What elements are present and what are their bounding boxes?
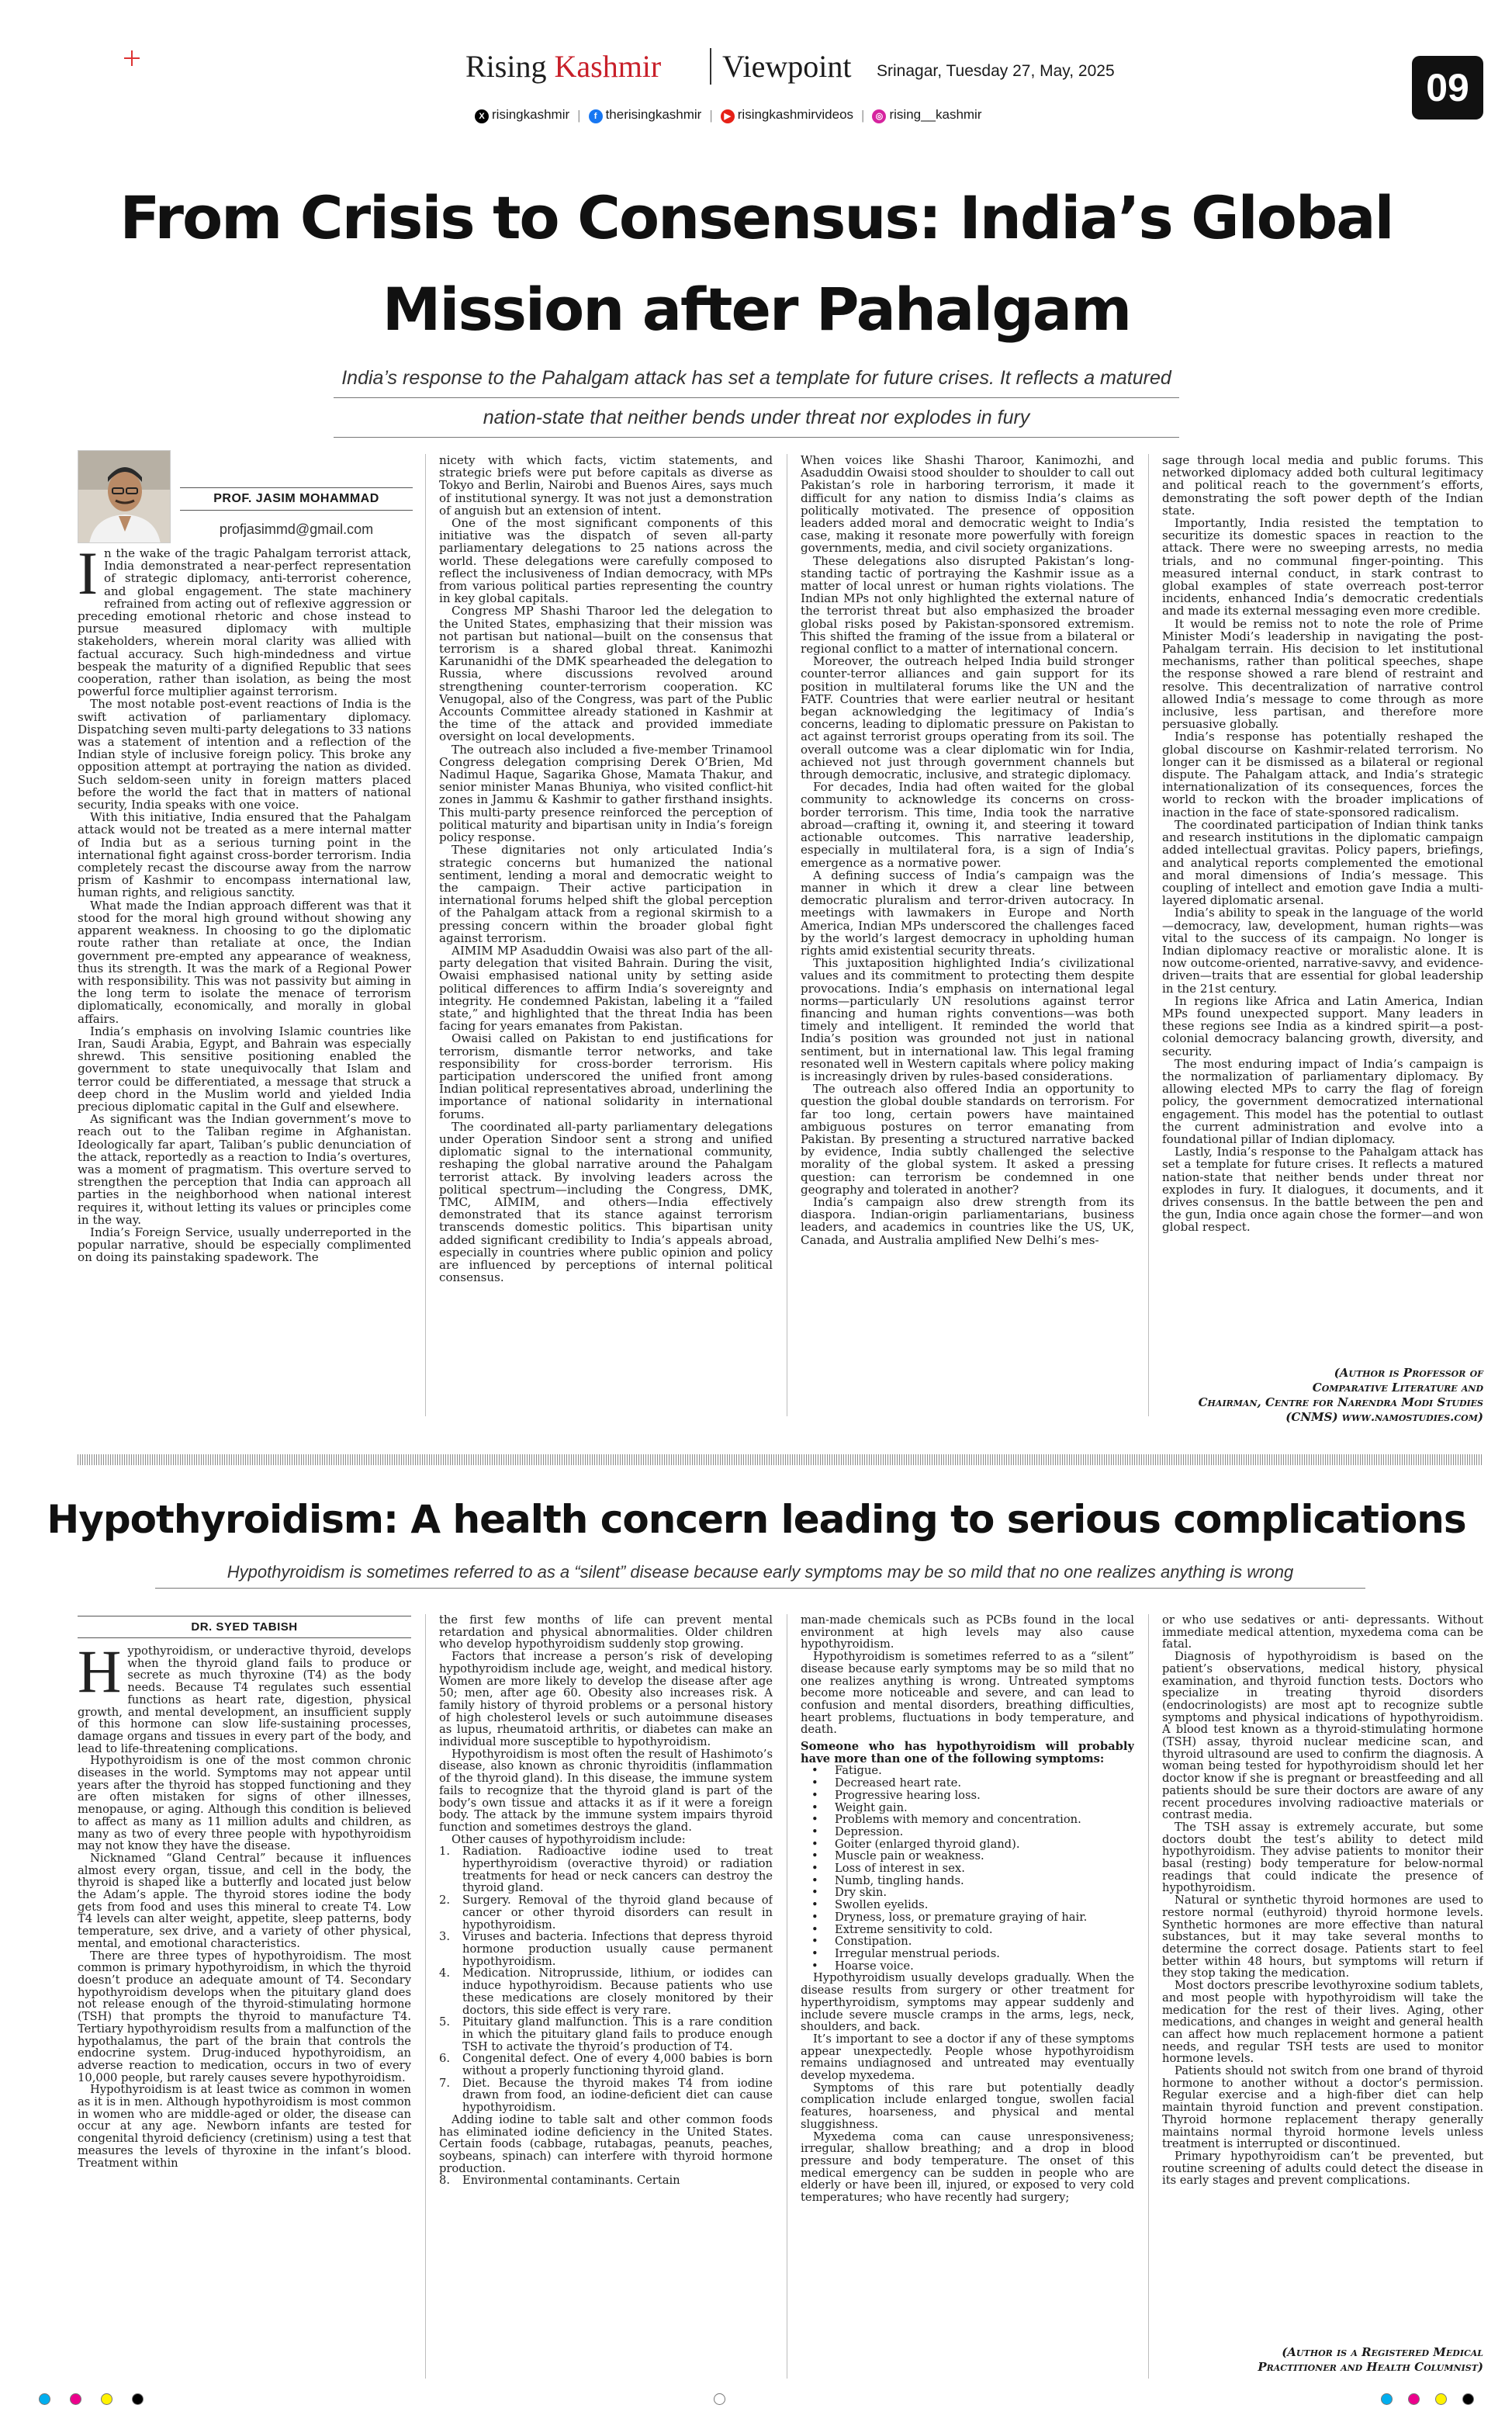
article2-column-3: [801, 1614, 1134, 2379]
dateline: Srinagar, Tuesday 27, May, 2025: [877, 62, 1115, 80]
article1-column-2: [439, 454, 773, 1415]
symptom-item: • Swollen eyelids.: [835, 1899, 1134, 1911]
subhead: Someone who has hypothyroidism will probably have more than one of the following symptoms:: [801, 1740, 1134, 1765]
color-swatch: [1435, 2393, 1447, 2405]
paragraph: Hypothyroidism usually develops gradually. When the disease results from surgery or other treatment for hyperthyroidism, symptoms may appear suddenly and include severe muscle cramps in the arms, legs, neck, shoulders, and back.: [801, 1971, 1134, 2034]
symptom-item: • Constipation.: [835, 1935, 1134, 1948]
paragraph: There are three types of hypothyroidism. The most common is primary hypothyroidism, in which the thyroid doesn’t produce an adequate amount of T4. Secondary hypothyroidism develops when the pituitary gland does not release enough of the thyroid-stimulating hormone (TSH) that prompts the thyroid to manufacture T4. Tertiary hypothyroidism results from a malfunction of the hypothalamus, the part of the brain that controls the endocrine system. Drug-induced hypothyroidism, an adverse reaction to medication, occurs in two of every 10,000 people, but rarely causes severe hypothyroidism.: [78, 1949, 411, 2084]
list-text: Radiation. Radioactive iodine used to treat hyperthyroidism (overactive thyroid) or radiation treatments for head or neck cancers can destroy the thyroid gland.: [462, 1845, 773, 1895]
youtube-icon: ▶: [721, 109, 735, 123]
paragraph: The coordinated participation of Indian think tanks and research institutions in the diplomatic campaign added intellectual gravitas. Policy papers, briefings, and analytical reports complemented the emotional and moral dimensions of India’s message. This coupling of intellect and emotion gave India a multi-layered diplomatic arsenal.: [1162, 817, 1483, 908]
article1-column-1: [78, 547, 411, 1415]
color-swatch: [101, 2393, 112, 2405]
column-rule: [425, 1614, 426, 2379]
symptom-item: • Hoarse voice.: [835, 1960, 1134, 1973]
paragraph: Nicknamed “Gland Central” because it influences almost every organ, tissue, and cell in the body, the thyroid is shaped like a butterfly and located just below the Adam’s apple. The thyroid stores iodine the body gets from food and uses this mineral to create T4. Low T4 levels can alter weight, appetite, sleep patterns, body temperature, sex drive, and a variety of other physical, mental, and emotional characteristics.: [78, 1851, 411, 1950]
paragraph: Other causes of hypothyroidism include:: [452, 1832, 686, 1846]
brand-kashmir: Kashmir: [554, 49, 662, 84]
masthead: [465, 48, 1389, 123]
paragraph: For decades, India had often waited for the global community to acknowledge its concerns on cross-border terrorism. This time, India took the narrative abroad—crafting it, owning it, and steering it toward actionable outcomes. This narrative leadership, especially in multilateral fora, is a sign of India’s emergence as a normative power.: [801, 780, 1134, 870]
color-swatch: [39, 2393, 50, 2405]
paragraph: Hypothyroidism is one of the most common chronic diseases in the world. Symptoms may not appear until years after the thyroid has stopped functioning and they are often mistaken for signs of other illnesses, menopause, or aging. Although this condition is believed to affect as many as 11 million adults and children, as many as two of every three people with hypothyroidism may not know they have the disease.: [78, 1754, 411, 1853]
article2-column-1: [78, 1645, 411, 2378]
paragraph: India’s ability to speak in the language of the world—democracy, law, development, human rights—was vital to the success of its campaign. No longer is Indian diplomacy reactive or moralistic alone. It is now outcome-oriented, narrative-savvy, and evidence-driven—traits that are essential for global leadership in the 21st century.: [1162, 906, 1483, 996]
list-number: 6.: [439, 2052, 451, 2066]
list-text: Congenital defect. One of every 4,000 babies is born without a properly functioning thyroid gland.: [462, 2052, 773, 2078]
paragraph: In regions like Africa and Latin America, Indian MPs found unexpected support. Many leaders in these regions see India as a kindred spirit—a post-colonial democracy balancing growth, diversity, and security.: [1162, 993, 1483, 1059]
list-number: 1.: [439, 1845, 451, 1859]
color-swatch: [1462, 2393, 1474, 2405]
article2-author-bio: [1164, 2345, 1483, 2375]
paragraph: It’s important to see a doctor if any of these symptoms appear unexpectedly. People whose hypothyroidism remains undiagnosed and untreated may eventually develop myxedema.: [801, 2032, 1134, 2083]
paragraph: Congress MP Shashi Tharoor led the delegation to the United States, emphasizing that their mission was not partisan but national—built on the consensus that terrorism is a shared global threat. Kanimozhi Karunanidhi of the DMK spearheaded the delegation to Russia, where discussions revolved around strengthening counter-terrorism cooperation. KC Venugopal, also of the Congress, was part of the Public Accounts Committee already stationed in Kashmir at the time of the attack and provided immediate oversight on local developments.: [439, 604, 773, 744]
paragraph: Importantly, India resisted the temptation to securitize its domestic spaces in reaction to the attack. There were no sweeping arrests, no media trials, and no communal finger-pointing. This measured internal conduct, in stark contrast to global examples of state overreach post-terror incidents, enhanced India’s democratic credentials and made its external messaging even more credible.: [1162, 516, 1483, 619]
paragraph: Primary hypothyroidism can’t be prevented, but routine screening of adults could detect the disease in its early stages and prevent complications.: [1162, 2149, 1483, 2188]
paragraph: Natural or synthetic thyroid hormones are used to restore normal (euthyroid) thyroid hormone levels. Synthetic hormones are more effective than natural substances, but it may take several months to determine the correct dosage. Patients start to feel better within 48 hours, but symptoms will return if they stop taking the medication.: [1162, 1894, 1483, 1980]
list-number: 5.: [439, 2015, 451, 2029]
symptom-item: • Dryness, loss, or premature graying of hair.: [835, 1911, 1134, 1924]
article2-headline: Hypothyroidism: A health concern leading to serious complications: [47, 1497, 1466, 1542]
paragraph: the first few months of life can prevent mental retardation and physical abnormalities. Older children who develop hypothyroidism suddenly stop growing.: [439, 1614, 773, 1651]
author-byline: DR. SYED TABISH: [78, 1616, 411, 1638]
list-number: 2.: [439, 1894, 451, 1908]
column-rule: [425, 454, 426, 1416]
social-facebook[interactable]: f therisingkashmir: [589, 107, 702, 123]
symptom-item: • Numb, tingling hands.: [835, 1875, 1134, 1887]
paragraph: or who use sedatives or anti- depressants. Without immediate medical attention, myxedema coma can be fatal.: [1162, 1614, 1483, 1651]
list-text: Viruses and bacteria. Infections that depress thyroid hormone production usually cause permanent hypothyroidism.: [462, 1930, 773, 1968]
article2-column-2: [439, 1614, 773, 2379]
bio-line: (Author is a Registered Medical: [1282, 2345, 1483, 2359]
x-icon: X: [475, 109, 489, 123]
symptom-item: • Loss of interest in sex.: [835, 1862, 1134, 1875]
page-number: 09: [1412, 56, 1483, 120]
paragraph: These delegations also disrupted Pakistan’s long-standing tactic of portraying the Kashmir issue as a matter of local unrest or human rights violations. The Indian MPs not only highlighted the external nature of the terrorist threat but also emphasized the broader global risks posed by Pakistan-sponsored extremism. This shifted the framing of the issue from a bilateral or regional conflict to a matter of international concern.: [801, 553, 1134, 657]
article1-standfirst: [334, 359, 1179, 438]
article2-column-4: [1137, 1614, 1483, 2340]
paragraph: Factors that increase a person’s risk of developing hypothyroidism include age, weight, and medical history. Women are more likely to develop the disease after age 50; men, after age 60. Obesity also increases risk. A family history of thyroid problems or a personal history of high cholesterol levels or such autoimmune diseases as lupus, rheumatoid arthritis, or diabetes can make an individual more susceptible to hypothyroidism.: [439, 1650, 773, 1749]
paragraph: The TSH assay is extremely accurate, but some doctors doubt the test’s ability to detect mild hypothyroidism. They advise patients to monitor their basal (resting) body temperature for below-normal readings that could indicate the presence of hypothyroidism.: [1162, 1820, 1483, 1895]
author-email[interactable]: profjasimmd@gmail.com: [219, 521, 374, 537]
paragraph: The most notable post-event reactions of India is the swift activation of parliamentary diplomacy. Dispatching seven multi-party delegations to 33 nations was a statement of intention and a reflection of the Indian style of inclusive foreign policy. This broke any opposition attempt at portraying the nation as divided. Such seldom-seen unity in foreign matters placed before the world the fact that in matters of national security, India speaks with one voice.: [78, 697, 411, 813]
bio-line: (Author is Professor of: [1334, 1366, 1483, 1380]
social-x[interactable]: X risingkashmir: [475, 107, 569, 123]
paragraph: Hypothyroidism is sometimes referred to as a “silent” disease because early symptoms may be so mild that no one realizes anything is wrong. Untreated symptoms become more noticeable and severe, and can lead to confusion and mental disorders, breathing difficulties, heart problems, fluctuations in body temperature, and death.: [801, 1650, 1134, 1737]
article1-column-4: [1137, 454, 1483, 1362]
separator: |: [709, 107, 713, 123]
list-text: Diet. Because the thyroid makes T4 from iodine drawn from food, an iodine-deficient diet can cause hypothyroidism.: [462, 2076, 773, 2115]
section-divider: [78, 1454, 1483, 1465]
paragraph: India’s campaign also drew strength from its diaspora. Indian-origin parliamentarians, business leaders, and academics in countries like the US, UK, Canada, and Australia amplified New Delhi’s mes-: [801, 1194, 1134, 1247]
color-swatch: [1408, 2393, 1420, 2405]
paragraph: These dignitaries not only articulated India’s strategic concerns but humanized the national sentiment, lending a moral and democratic weight to the campaign. Their active participation in international forums helped shift the global perception of the Pahalgam attack from a regional skirmish to a pressing concern within the broader global fight against terrorism.: [439, 843, 773, 945]
symptom-item: • Muscle pain or weakness.: [835, 1850, 1134, 1862]
avatar: [78, 451, 171, 543]
symptom-item: • Problems with memory and concentration.: [835, 1814, 1134, 1826]
paragraph: What made the Indian approach different was that it stood for the moral high ground without showing any apparent weakness. In choosing to go the diplomatic route rather than retaliate at once, the Indian government pre-empted any appearance of weakness, thus its strength. It was the mark of a Regional Power with responsibility. This was not passivity but aiming in the long term to isolate the menace of terrorism diplomatically, economically, and morally in global affairs.: [78, 898, 411, 1026]
paragraph: nicety with which facts, victim statements, and strategic briefs were put before capitals as diverse as Tokyo and Berlin, Nairobi and Buenos Aires, says much of institutional synergy. It was not just a demonstration of anguish but an extension of intent.: [439, 454, 773, 518]
paragraph: Lastly, India’s response to the Pahalgam attack has set a template for future crises. It reflects a matured nation-state that neither bends under threat nor explodes in fury. It dialogues, it documents, and it drives consensus. In the battle between the pen and the gun, India once again chose the former—and won global respect.: [1162, 1145, 1483, 1235]
paragraph: A defining success of India’s campaign was the manner in which it drew a clear line between democratic pluralism and terror-driven autocracy. In meetings with lawmakers in Europe and North America, Indian MPs underscored the challenges faced by the world’s largest democracy in upholding human rights amid existential security threats.: [801, 868, 1134, 958]
brand-logo: [465, 48, 661, 85]
list-number: 8.: [439, 2174, 451, 2188]
symptom-item: • Fatigue.: [835, 1765, 1134, 1777]
headline-line: Mission after Pahalgam: [382, 275, 1131, 344]
paragraph: Symptoms of this rare but potentially deadly complication include enlarged tongue, swollen facial features, hoarseness, and physical and mental sluggishness.: [801, 2081, 1134, 2131]
paragraph: India’s Foreign Service, usually underreported in the popular narrative, should be especially complimented on doing its painstaking spadework. The: [78, 1225, 411, 1265]
list-text: Environmental contaminants. Certain: [462, 2174, 680, 2188]
headline-line: From Crisis to Consensus: India’s Global: [119, 183, 1393, 252]
paragraph: The coordinated all-party parliamentary delegations under Operation Sindoor sent a strong and unified diplomatic signal to the international community, reshaping the global narrative around the Pahalgam terrorist attack. By involving leaders across the political spectrum—including the Congress, DMK, TMC, AIMIM, and others—India effectively demonstrated that its stance against terrorism transcends domestic politics. This bipartisan unity added significant credibility to India’s appeals abroad, especially in countries where public opinion and policy are influenced by perceptions of internal political consensus.: [439, 1119, 773, 1285]
color-swatch: [714, 2393, 725, 2405]
print-color-bar: [31, 2390, 1482, 2409]
paragraph: Moreover, the outreach helped India build stronger counter-terror alliances and gain support for its position in multilateral forums like the UN and the FATF. Countries that were earlier neutral or hesitant began acknowledging the legitimacy of India’s concerns, leading to diplomatic pressure on Pakistan to act against terrorist groups operating from its soil. The overall outcome was a clear diplomatic win for India, achieved not just through government channels but through democratic, inclusive, and strategic diplomacy.: [801, 654, 1134, 782]
paragraph: Myxedema coma can cause unresponsiveness; irregular, shallow breathing; and a drop in blood pressure and body temperature. The onset of this medical emergency can be sudden in people who are elderly or have been ill, injured, or exposed to very cold temperatures; who have recently had surgery;: [801, 2129, 1134, 2205]
paragraph: Owaisi called on Pakistan to end justifications for terrorism, dismantle terror networks, and take responsibility for cross-border terrorism. His participation underscored the unified front among Indian political representatives abroad, underlining the importance of national solidarity in international forums.: [439, 1031, 773, 1121]
paragraph: It would be remiss not to note the role of Prime Minister Modi’s leadership in navigating the post-Pahalgam terrain. His decision to let institutional mechanisms, rather than political speeches, shape the response showed a rare blend of restraint and resolve. This decentralization of narrative control allowed India’s message to come through as more inclusive, less partisan, and therefore more persuasive globally.: [1162, 616, 1483, 732]
paragraph: One of the most significant components of this initiative was the dispatch of seven all-party parliamentary delegations to 25 nations across the world. These delegations were carefully composed to reflect the inclusiveness of Indian democracy, with MPs from various political parties representing the country in key global capitals.: [439, 516, 773, 606]
list-item: [439, 2016, 773, 2053]
list-item: [439, 1894, 773, 1931]
list-item: [439, 2077, 773, 2114]
paragraph: The outreach also included a five-member Trinamool Congress delegation comprising Derek O’Brien, Md Nadimul Haque, Sagarika Ghose, Mamata Thakur, and senior minister Manas Bhuniya, who visited conflict-hit zones in Jammu & Kashmir to gather firsthand insights. This multi-party presence reinforced the perception of political maturity and bipartisan unity in India’s foreign policy response.: [439, 742, 773, 845]
list-number: 3.: [439, 1930, 451, 1944]
social-youtube[interactable]: ▶ risingkashmirvideos: [721, 107, 853, 123]
paragraph: India’s response has potentially reshaped the global discourse on Kashmir-related terrorism. No longer can it be dismissed as a bilateral or regional dispute. The Pahalgam attack, and India’s strategic internationalization of its consequences, forces the world to reckon with the broader implications of inaction in the face of state-sponsored radicalism.: [1162, 729, 1483, 819]
registration-mark: [124, 50, 140, 66]
paragraph: Patients should not switch from one brand of thyroid hormone to another without a doctor’s permission. Regular exercise and a high-fiber diet can help maintain thyroid function and prevent constipation. Thyroid hormone replacement therapy generally maintains normal thyroid hormone levels unless treatment is interrupted or discontinued.: [1162, 2064, 1483, 2151]
symptom-item: • Extreme sensitivity to cold.: [835, 1924, 1134, 1936]
paragraph: Most doctors prescribe levothyroxine sodium tablets, and most people with hypothyroidism will take the medication for the rest of their lives. Aging, other medications, and changes in weight and general health can affect how much replacement hormone a patient needs, and regular TSH tests are used to monitor hormone levels.: [1162, 1979, 1483, 2066]
symptom-item: • Dry skin.: [835, 1887, 1134, 1899]
paragraph: sage through local media and public forums. This networked diplomacy added both cultural legitimacy and political reach to the government’s efforts, demonstrating the soft power depth of the Indian state.: [1162, 454, 1483, 518]
list-item: [439, 1967, 773, 2016]
brand-rising: Rising: [465, 49, 547, 84]
bio-line: (CNMS) www.namostudies.com): [1285, 1410, 1483, 1424]
article2-standfirst: Hypothyroidism is sometimes referred to as a “silent” disease because early symptoms may be so mild that no one realizes anything is wrong: [155, 1557, 1365, 1589]
paragraph: India’s emphasis on involving Islamic countries like Iran, Saudi Arabia, Egypt, and Bahrain was especially shrewd. This sensitive positioning enabled the government to state unequivocally that Islam and terror could be differentiated, a message that struck a deep chord in the Muslim world and yielded India precious diplomatic capital in the Gulf and elsewhere.: [78, 1024, 411, 1114]
list-number: 4.: [439, 1966, 451, 1980]
dropcap: I: [78, 547, 98, 607]
bio-line: Practitioner and Health Columnist): [1258, 2360, 1483, 2374]
separator: |: [577, 107, 581, 123]
author-photo: [78, 450, 171, 543]
symptom-item: • Weight gain.: [835, 1802, 1134, 1814]
color-swatch: [70, 2393, 81, 2405]
color-swatch: [132, 2393, 144, 2405]
standfirst-line: India’s response to the Pahalgam attack has set a template for future crises. It reflects a matured: [334, 359, 1179, 398]
symptom-item: • Goiter (enlarged thyroid gland).: [835, 1838, 1134, 1851]
article1-author-bio: [1164, 1366, 1483, 1425]
article1-headline: [78, 172, 1435, 355]
paragraph: Hypothyroidism is most often the result of Hashimoto’s disease, also known as chronic thyroiditis (inflammation of the thyroid gland). In this disease, the immune system fails to recognize that the thyroid gland is part of the body’s own tissue and attacks it as if it were a foreign body. The attack by the immune system impairs thyroid function and sometimes destroys the gland.: [439, 1747, 773, 1834]
author-byline: PROF. JASIM MOHAMMAD: [180, 487, 413, 511]
separator: |: [861, 107, 865, 123]
list-item: [439, 1931, 773, 1967]
list-text: Surgery. Removal of the thyroid gland because of cancer or other thyroid disorders can result in hypothyroidism.: [462, 1894, 773, 1932]
paragraph: ypothyroidism, or underactive thyroid, develops when the thyroid gland fails to produce or secrete as much thyroxine (T4) as the body needs. Because T4 regulates such essential functions as heart rate, digestion, physical growth, and mental development, an insufficient supply of this hormone can slow life-sustaining processes, damage organs and tissues in every part of the body, and lead to life-threatening complications.: [78, 1645, 411, 1755]
symptom-item: • Irregular menstrual periods.: [835, 1948, 1134, 1960]
paragraph: Diagnosis of hypothyroidism is based on the patient’s observations, medical history, physical examination, and thyroid function tests. Doctors who specialize in treating thyroid disorders (endocrinologists) are most apt to recognize subtle symptoms and physical indications of hypothyroidism. A blood test known as a thyroid-stimulating hormone (TSH) assay, thyroid nuclear medicine scan, and thyroid ultrasound are used to confirm the diagnosis. A woman being tested for hypothyroidism should let her doctor know if she is pregnant or breastfeeding and all patients should be sure their doctors are aware of any recent procedures involving radioactive materials or contrast media.: [1162, 1650, 1483, 1822]
paragraph: With this initiative, India ensured that the Pahalgam attack would not be treated as a mere internal matter of India but as a serious turning point in the international fight against cross-border terrorism. India completely recast the discourse away from the narrow prism of Kashmir to encompass international law, human rights, and religious sanctity.: [78, 810, 411, 900]
article1-column-3: [801, 454, 1134, 1415]
bio-line: Comparative Literature and: [1312, 1381, 1483, 1395]
paragraph: man-made chemicals such as PCBs found in the local environment at high levels may also cause hypothyroidism.: [801, 1614, 1134, 1651]
paragraph: This juxtaposition highlighted India’s civilizational values and its commitment to protecting them despite provocations. India’s emphasis on international legal norms—particularly UN resolutions against terror financing and human rights conventions—was both timely and intelligent. It reminded the world that India’s position was grounded not just in national sentiment, but in international law. This legal framing resonated well in Western capitals where policy making is increasingly driven by rules-based considerations.: [801, 956, 1134, 1083]
symptom-item: • Decreased heart rate.: [835, 1777, 1134, 1790]
paragraph: When voices like Shashi Tharoor, Kanimozhi, and Asaduddin Owaisi stood shoulder to shoulder to call out Pakistan’s role in harboring terrorism, it made it difficult for any nation to dismiss India’s claims as politically motivated. The presence of opposition leaders added moral and democratic weight to India’s case, making it resonate more powerfully with foreign governments, media, and civil society organizations.: [801, 454, 1134, 556]
bio-line: Chairman, Centre for Narendra Modi Studies: [1198, 1395, 1483, 1409]
color-swatch: [1381, 2393, 1393, 2405]
social-instagram[interactable]: ◎ rising__kashmir: [872, 107, 981, 123]
standfirst-line: nation-state that neither bends under threat nor explodes in fury: [334, 398, 1179, 438]
facebook-icon: f: [589, 109, 603, 123]
list-item: [439, 1845, 773, 1894]
symptom-item: • Depression.: [835, 1826, 1134, 1838]
paragraph: As significant was the Indian government’s move to reach out to the Taliban regime in Afghanistan. Ideologically far apart, Taliban’s public denunciation of the attack, reportedly as a reaction to India’s overtures, was a moment of pragmatism. This overture served to strengthen the perception that India can approach all parties in the neighborhood when national interest requires it, without letting its values or principles come in the way.: [78, 1112, 411, 1227]
paragraph: Hypothyroidism is at least twice as common in women as it is in men. Although hypothyroidism is most common in women who are middle-aged or older, the disease can occur at any age. Newborn infants are tested for congenital thyroid deficiency (cretinism) using a test that measures the levels of thyroxine in the infant’s blood. Treatment within: [78, 2083, 411, 2170]
paragraph: Adding iodine to table salt and other common foods has eliminated iodine deficiency in the United States. Certain foods (cabbage, rutabagas, peanuts, peaches, soybeans, spinach) can interfere with thyroid hormone production.: [439, 2112, 773, 2175]
paragraph: n the wake of the tragic Pahalgam terrorist attack, India demonstrated a near-perfect representation of strategic diplomacy, anti-terrorist coherence, and global engagement. The state machinery refrained from acting out of reflexive aggression or preceding emotional rhetoric and chose instead to pursue measured diplomacy with multiple stakeholders, wherein moral clarity was allied with factual accuracy. Such high-mindedness and virtue bespeak the maturity of a dignified Republic that sees cooperation, rather than isolation, as being the most powerful force multiplier against terrorism.: [78, 547, 411, 699]
paragraph: The most enduring impact of India’s campaign is the normalization of parliamentary diplomacy. By allowing elected MPs to carry the flag of foreign policy, the government democratized international engagement. This model has the potential to outlast the current administration and evolve into a foundational pillar of Indian diplomacy.: [1162, 1056, 1483, 1146]
list-item: [439, 2174, 773, 2187]
list-text: Medication. Nitroprusside, lithium, or iodides can induce hypothyroidism. Because patients who use these medications are closely monitored by their doctors, this side effect is very rare.: [462, 1966, 773, 2017]
social-handles: [475, 107, 982, 123]
list-item: [439, 2053, 773, 2077]
list-text: Pituitary gland malfunction. This is a rare condition in which the pituitary gland fails to produce enough TSH to activate the thyroid’s production of T4.: [462, 2015, 773, 2053]
symptom-item: • Progressive hearing loss.: [835, 1790, 1134, 1802]
paragraph: The outreach also offered India an opportunity to question the global double standards on terrorism. For far too long, certain powers have maintained ambiguous postures on terror emanating from Pakistan. By presenting a structured narrative backed by evidence, India subtly challenged the selective morality of the global system. It asked a pressing question: can terrorism be condemned in one geography and tolerated in another?: [801, 1082, 1134, 1197]
dropcap: H: [78, 1645, 122, 1705]
symptom-list: [801, 1765, 1134, 1972]
list-number: 7.: [439, 2076, 451, 2090]
instagram-icon: ◎: [872, 109, 886, 123]
paragraph: AIMIM MP Asaduddin Owaisi was also part of the all-party delegation that visited Bahrain. During the visit, Owaisi emphasised national unity by setting aside political differences to affirm India’s sovereignty and integrity. He condemned Pakistan, labeling it a “failed state,” and highlighted that the threat India has been facing for years emanates from Pakistan.: [439, 943, 773, 1034]
section-title: Viewpoint: [710, 48, 851, 85]
